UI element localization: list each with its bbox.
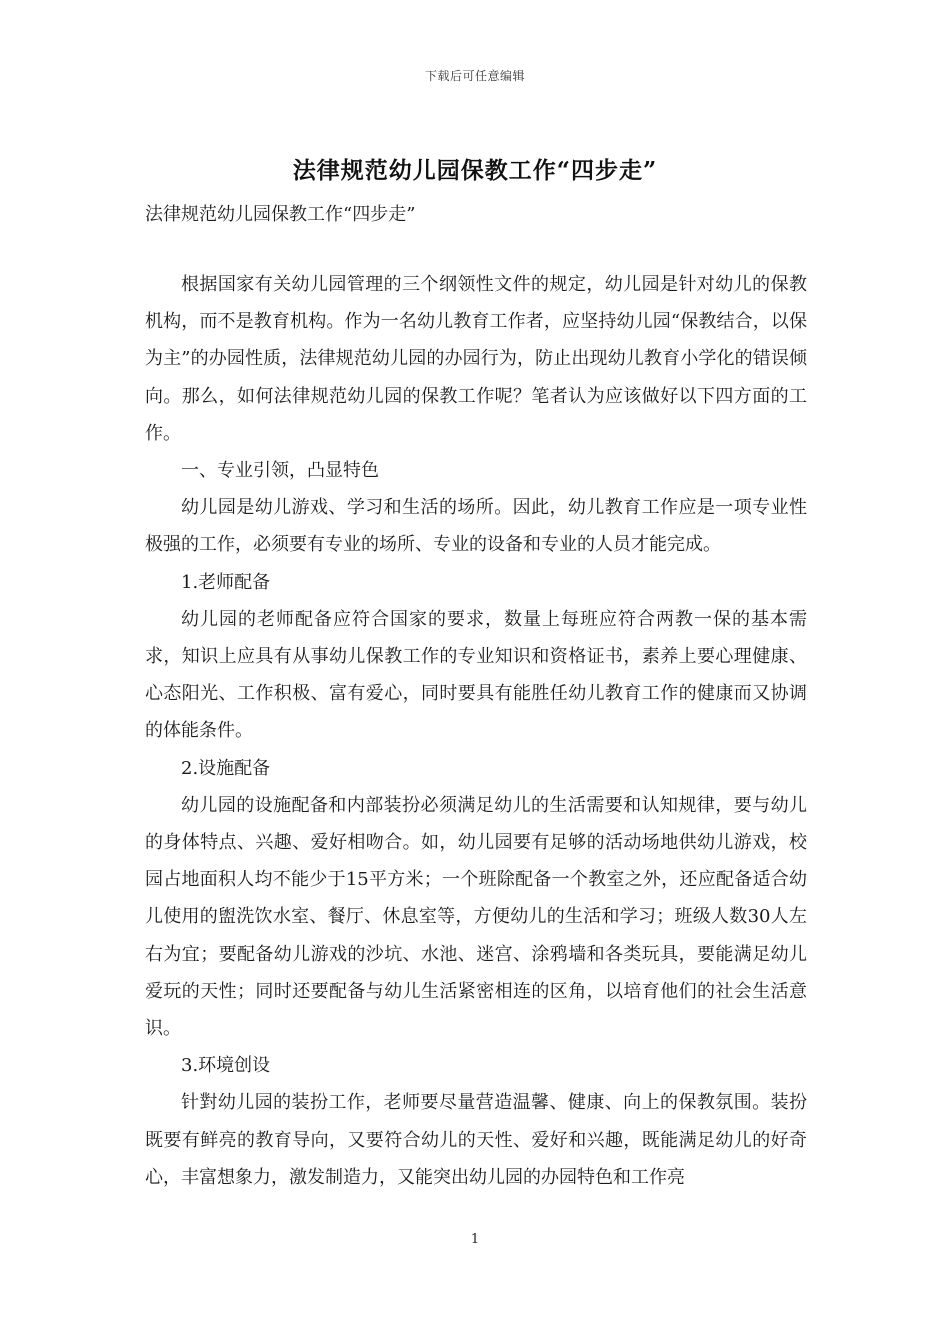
- subheading-teacher-staffing: 1.老师配备: [181, 571, 271, 593]
- document-body: [145, 266, 807, 1196]
- paragraph-intro: 根据国家有关幼儿园管理的三个纲领性文件的规定，幼儿园是针对幼儿的保教机构，而不是教育机构。作为一名幼儿教育工作者，应坚持幼儿园“保教结合，以保为主”的办园性质，法律规范幼儿园的办园行为，防止出现幼儿教育小学化的错误倾向。那么，如何法律规范幼儿园的保教工作呢？笔者认为应该做好以下四方面的工作。: [145, 274, 807, 444]
- paragraph-environment: 针對幼儿园的装扮工作，老师要尽量营造温馨、健康、向上的保教氛围。装扮既要有鲜亮的教育导向，又要符合幼儿的天性、爱好和兴趣，既能满足幼儿的好奇心，丰富想象力，激发制造力，又能突出幼儿园的办园特色和工作亮: [145, 1092, 807, 1188]
- paragraph-section-1: 幼儿园是幼儿游戏、学习和生活的场所。因此，幼儿教育工作应是一项专业性极强的工作，必须要有专业的场所、专业的设备和专业的人员才能完成。: [145, 497, 807, 556]
- document-subtitle: 法律规范幼儿园保教工作“四步走”: [145, 204, 416, 225]
- section-heading-1: 一、专业引领，凸显特色: [181, 460, 379, 482]
- paragraph-teacher-staffing: 幼儿园的老师配备应符合国家的要求，数量上每班应符合两教一保的基本需求，知识上应具有从事幼儿保教工作的专业知识和资格证书，素养上要心理健康、心态阳光、工作积极、富有爱心，同时要具有能胜任幼儿教育工作的健康而又协调的体能条件。: [145, 608, 807, 742]
- header-note: 下载后可任意编辑: [424, 69, 525, 83]
- subheading-environment: 3.环境创设: [181, 1055, 271, 1077]
- document-title: 法律规范幼儿园保教工作“四步走”: [292, 157, 658, 184]
- subheading-facilities: 2.设施配备: [181, 757, 271, 779]
- paragraph-facilities: 幼儿园的设施配备和内部装扮必须满足幼儿的生活需要和认知规律，要与幼儿的身体特点、兴趣、爱好相吻合。如，幼儿园要有足够的活动场地供幼儿游戏，校园占地面积人均不能少于15平方米；一个班除配备一个教室之外，还应配备适合幼儿使用的盥洗饮水室、餐厅、休息室等，方便幼儿的生活和学习；班级人数30人左右为宜；要配备幼儿游戏的沙坑、水池、迷宫、涂鸦墙和各类玩具，要能满足幼儿爱玩的天性；同时还要配备与幼儿生活紧密相连的区角，以培育他们的社会生活意识。: [145, 794, 807, 1040]
- page-number: 1: [470, 1232, 480, 1247]
